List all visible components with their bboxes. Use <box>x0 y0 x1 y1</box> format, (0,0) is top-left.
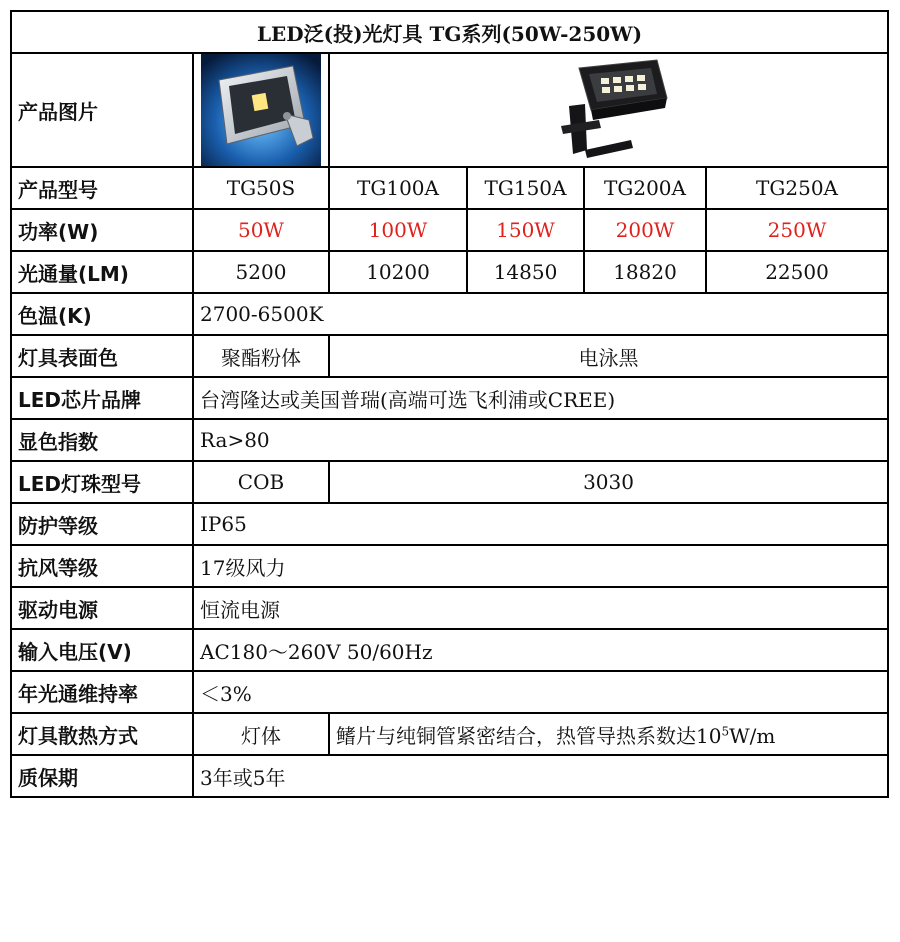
wind-value: 17级风力 <box>193 545 888 587</box>
row-label-wind: 抗风等级 <box>11 545 193 587</box>
voltage-row <box>11 629 888 671</box>
flux-cell: 22500 <box>706 251 888 293</box>
flux-cell: 14850 <box>467 251 584 293</box>
cooling-exponent: 5 <box>721 723 730 738</box>
led-value-a-series: 3030 <box>329 461 888 503</box>
chip-value: 台湾隆达或美国普瑞(高端可选飞利浦或CREE) <box>193 377 888 419</box>
flux-row <box>11 251 888 293</box>
floodlight-black-image <box>539 54 679 166</box>
decay-value: ＜3% <box>193 671 888 713</box>
flux-cell: 18820 <box>584 251 706 293</box>
row-label-flux: 光通量(LM) <box>11 251 193 293</box>
row-label-voltage: 输入电压(V) <box>11 629 193 671</box>
model-row <box>11 167 888 209</box>
title-row <box>11 11 888 53</box>
cooling-unit: W/m <box>729 723 776 748</box>
cooling-text: 鳍片与纯铜管紧密结合，热管导热系数达10 <box>336 723 722 748</box>
warranty-row <box>11 755 888 797</box>
chip-row <box>11 377 888 419</box>
finish-row <box>11 335 888 377</box>
row-label-image: 产品图片 <box>11 53 193 167</box>
led-row <box>11 461 888 503</box>
ip-value: IP65 <box>193 503 888 545</box>
row-label-driver: 驱动电源 <box>11 587 193 629</box>
finish-value-a-series: 电泳黑 <box>329 335 888 377</box>
row-label-cooling: 灯具散热方式 <box>11 713 193 755</box>
model-cell: TG250A <box>706 167 888 209</box>
cri-value: Ra>80 <box>193 419 888 461</box>
voltage-value: AC180～260V 50/60Hz <box>193 629 888 671</box>
row-label-cri: 显色指数 <box>11 419 193 461</box>
power-cell: 250W <box>706 209 888 251</box>
row-label-chip: LED芯片品牌 <box>11 377 193 419</box>
table-title: LED泛(投)光灯具 TG系列(50W-250W) <box>11 11 888 53</box>
floodlight-silver-image <box>201 54 321 166</box>
model-cell: TG150A <box>467 167 584 209</box>
row-label-ip: 防护等级 <box>11 503 193 545</box>
driver-row <box>11 587 888 629</box>
cooling-value-tg50s: 灯体 <box>193 713 329 755</box>
row-label-model: 产品型号 <box>11 167 193 209</box>
power-cell: 150W <box>467 209 584 251</box>
ip-row <box>11 503 888 545</box>
power-cell: 200W <box>584 209 706 251</box>
cri-row <box>11 419 888 461</box>
flux-cell: 5200 <box>193 251 329 293</box>
cct-row <box>11 293 888 335</box>
power-cell: 100W <box>329 209 467 251</box>
row-label-finish: 灯具表面色 <box>11 335 193 377</box>
cooling-row <box>11 713 888 755</box>
row-label-warranty: 质保期 <box>11 755 193 797</box>
cct-value: 2700-6500K <box>193 293 888 335</box>
cooling-value-a-series <box>329 713 888 755</box>
led-value-tg50s: COB <box>193 461 329 503</box>
row-label-power: 功率(W) <box>11 209 193 251</box>
finish-value-tg50s: 聚酯粉体 <box>193 335 329 377</box>
power-cell: 50W <box>193 209 329 251</box>
power-row <box>11 209 888 251</box>
driver-value: 恒流电源 <box>193 587 888 629</box>
row-label-led: LED灯珠型号 <box>11 461 193 503</box>
model-cell: TG50S <box>193 167 329 209</box>
flux-cell: 10200 <box>329 251 467 293</box>
image-row <box>11 53 888 167</box>
spec-table <box>10 10 889 798</box>
decay-row <box>11 671 888 713</box>
product-image-tg-a-series <box>329 53 888 167</box>
warranty-value: 3年或5年 <box>193 755 888 797</box>
product-image-tg50s <box>193 53 329 167</box>
wind-row <box>11 545 888 587</box>
model-cell: TG100A <box>329 167 467 209</box>
row-label-cct: 色温(K) <box>11 293 193 335</box>
row-label-decay: 年光通维持率 <box>11 671 193 713</box>
model-cell: TG200A <box>584 167 706 209</box>
